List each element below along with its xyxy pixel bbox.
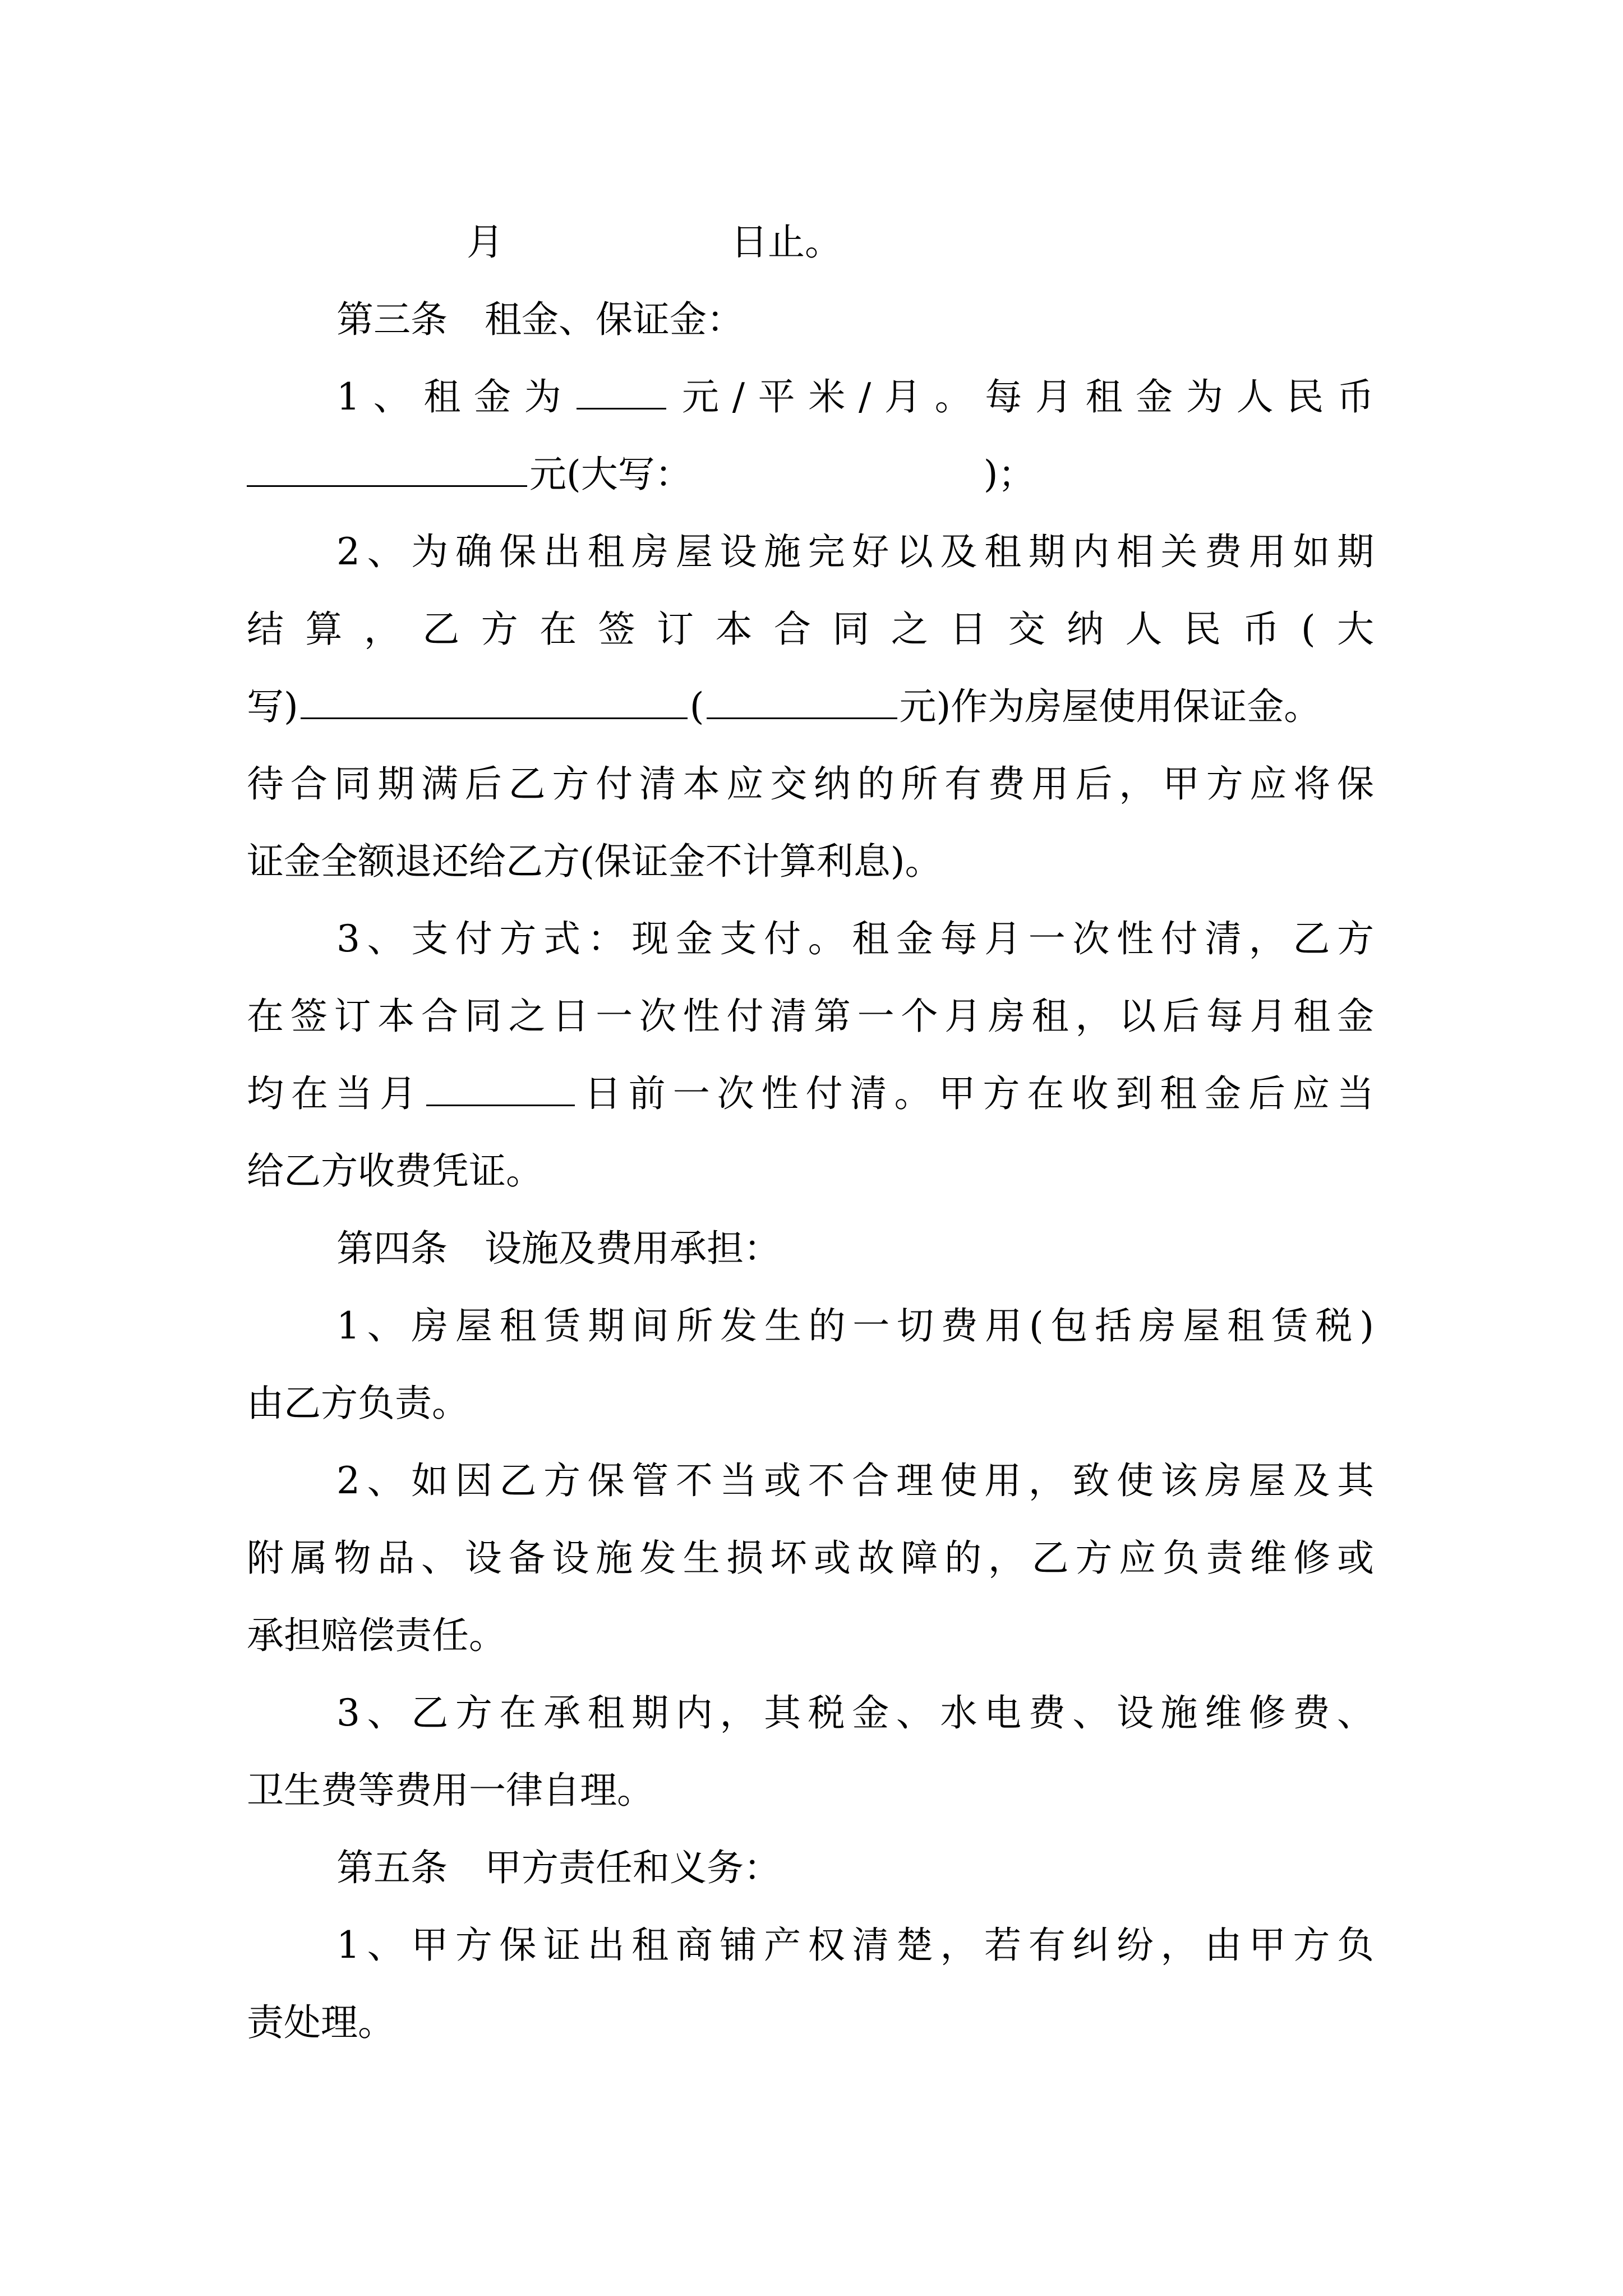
rent-rate-suffix: 元/平米/月。每月租金为人民币 <box>668 375 1374 418</box>
payment-method-line-2: 在签订本合同之日一次性付清第一个月房租，以后每月租金 <box>247 995 1374 1038</box>
damage-clause-line-3: 承担赔偿责任。 <box>247 1614 506 1657</box>
month-label: 月 <box>467 220 504 264</box>
rent-rate-blank[interactable] <box>577 374 666 409</box>
tax-clause-line-2: 卫生费等费用一律自理。 <box>247 1769 654 1812</box>
payment-day-line <box>247 1055 1374 1133</box>
landlord-duty-line-1: 1、甲方保证出租商铺产权清楚，若有纠纷，由甲方负 <box>336 1924 1374 1967</box>
rent-rate-prefix: 1、租金为 <box>336 375 575 418</box>
expense-clause-1-line-2: 由乙方负责。 <box>247 1382 469 1425</box>
tax-clause-line-1: 3、乙方在承租期内，其税金、水电费、设施维修费、 <box>336 1691 1374 1734</box>
payment-day-suffix: 日前一次性付清。甲方在收到租金后应当 <box>577 1072 1375 1115</box>
deposit-number-blank[interactable] <box>707 684 897 719</box>
monthly-rent-close: )； <box>983 453 1035 496</box>
payment-day-blank[interactable] <box>426 1071 575 1106</box>
article-3-heading: 第三条 租金、保证金： <box>336 298 744 341</box>
article-5-heading: 第五条 甲方责任和义务： <box>336 1846 781 1889</box>
deposit-amount-prefix: 写) <box>247 685 298 728</box>
deposit-words-blank[interactable] <box>301 684 688 719</box>
payment-receipt-line: 给乙方收费凭证。 <box>247 1149 543 1193</box>
damage-clause-line-1: 2、如因乙方保管不当或不合理使用，致使该房屋及其 <box>336 1459 1374 1502</box>
payment-day-prefix: 均在当月 <box>247 1072 424 1115</box>
deposit-amount-suffix: 元)作为房屋使用保证金。 <box>899 685 1321 728</box>
deposit-clause-line-1: 2、为确保出租房屋设施完好以及租期内相关费用如期 <box>336 530 1374 573</box>
deposit-amount-line <box>247 668 1321 746</box>
article-4-heading: 第四条 设施及费用承担： <box>336 1227 781 1270</box>
rent-rate-line <box>336 358 1374 436</box>
day-end-label: 日止。 <box>731 220 842 264</box>
monthly-rent-blank[interactable] <box>247 452 527 487</box>
deposit-clause-line-2: 结算，乙方在签订本合同之日交纳人民币(大 <box>247 608 1374 651</box>
expense-clause-1-line-1: 1、房屋租赁期间所发生的一切费用(包括房屋租赁税) <box>336 1304 1374 1347</box>
term-end-date-line <box>467 203 842 282</box>
deposit-refund-line-1: 待合同期满后乙方付清本应交纳的所有费用后，甲方应将保 <box>247 762 1374 806</box>
payment-method-line-1: 3、支付方式：现金支付。租金每月一次性付清，乙方 <box>336 917 1374 960</box>
monthly-rent-text: 元(大写： <box>529 453 692 496</box>
deposit-amount-paren: ( <box>689 685 704 728</box>
landlord-duty-line-2: 责处理。 <box>247 2001 395 2044</box>
monthly-rent-line <box>247 435 1035 514</box>
damage-clause-line-2: 附属物品、设备设施发生损坏或故障的，乙方应负责维修或 <box>247 1536 1374 1580</box>
deposit-refund-line-2: 证金全额退还给乙方(保证金不计算利息)。 <box>247 840 942 883</box>
